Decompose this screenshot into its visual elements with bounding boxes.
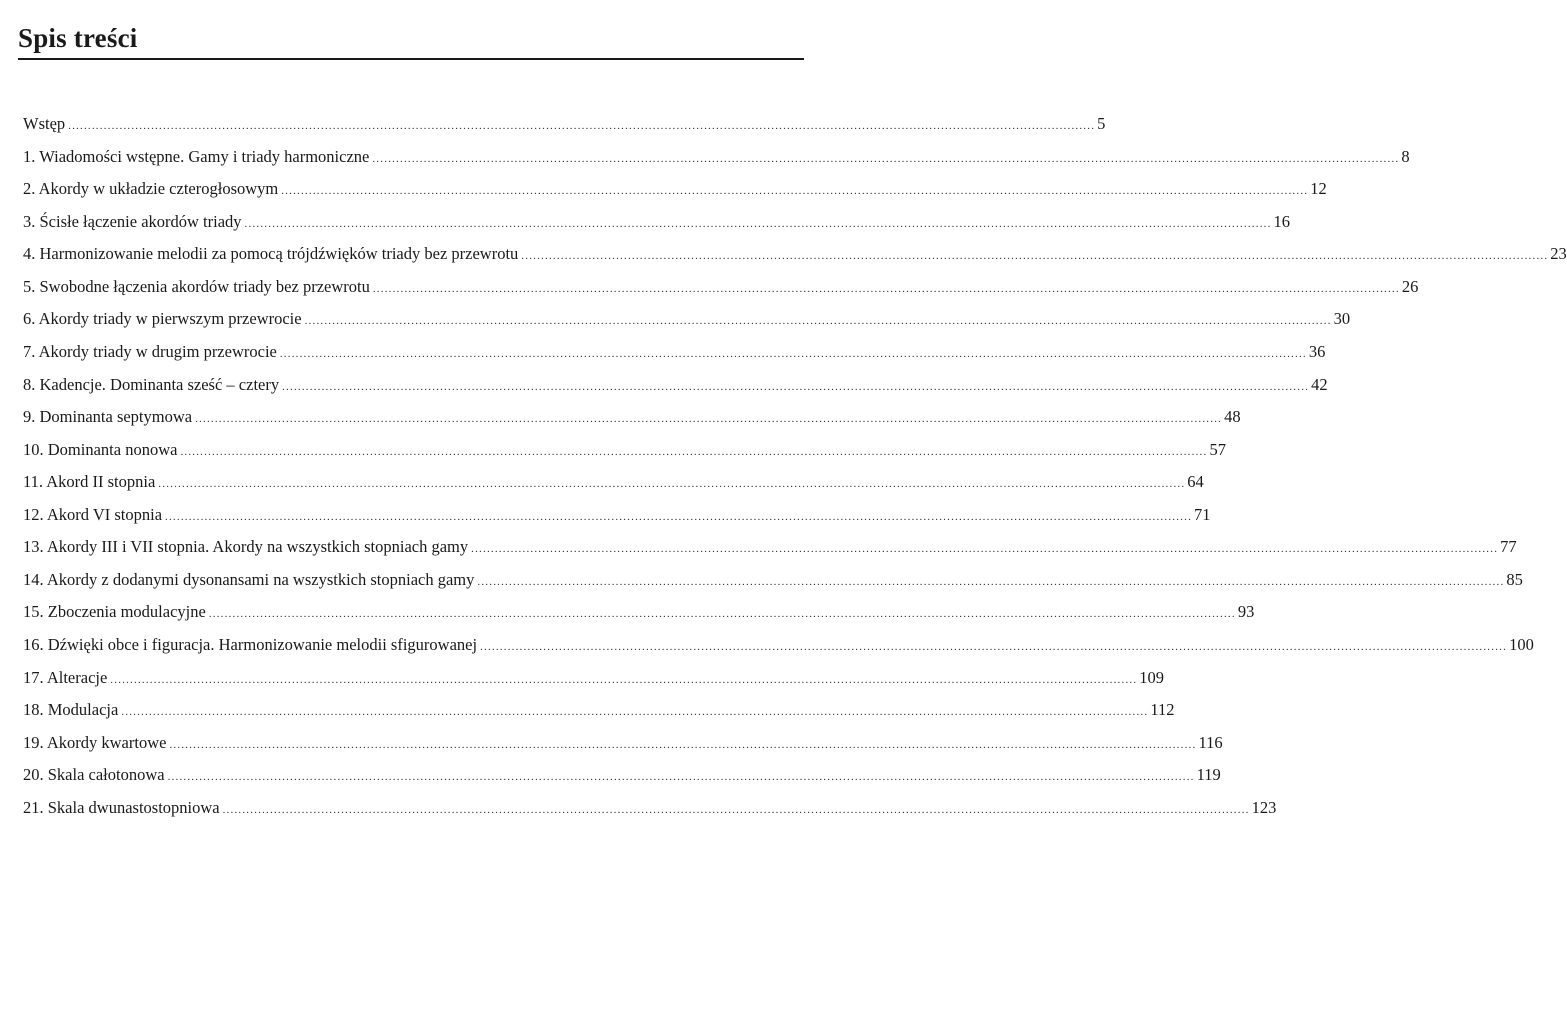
- toc-entry[interactable]: [23, 765, 1221, 798]
- toc-entry-title: 4. Harmonizowanie melodii za pomocą trójdźwięków triady bez przewrotu: [23, 244, 519, 264]
- toc-entry-title: 11. Akord II stopnia: [23, 472, 156, 492]
- toc-entry-title: 8. Kadencje. Dominanta sześć – cztery: [23, 374, 280, 394]
- toc-entry[interactable]: [23, 635, 1534, 668]
- dot-leader: ....................................................................................................................................................................................................................................................................: [282, 380, 1310, 393]
- toc-entry[interactable]: [23, 179, 1327, 212]
- toc-entry-page-number: 116: [1198, 732, 1223, 752]
- dot-leader: ....................................................................................................................................................................................................................................................................: [110, 673, 1138, 686]
- toc-entry[interactable]: [23, 700, 1175, 733]
- toc-entry-title: 21. Skala dwunastostopniowa: [23, 797, 220, 817]
- toc-entry[interactable]: [23, 732, 1223, 766]
- dot-leader: ....................................................................................................................................................................................................................................................................: [68, 120, 1096, 132]
- toc-entry-page-number: 71: [1194, 504, 1211, 524]
- dot-leader: ....................................................................................................................................................................................................................................................................: [195, 413, 1223, 426]
- toc-entry-page-number: 36: [1308, 341, 1326, 361]
- toc-entry[interactable]: [23, 537, 1517, 570]
- toc-entry[interactable]: [23, 146, 1410, 180]
- dot-leader: ....................................................................................................................................................................................................................................................................: [480, 641, 1508, 653]
- toc-entry-title: 10. Dominanta nonowa: [23, 439, 178, 459]
- toc-entry[interactable]: [23, 569, 1523, 603]
- toc-entry-title: 20. Skala całotonowa: [23, 765, 165, 785]
- toc-entry-page-number: 93: [1237, 602, 1255, 622]
- toc-entry-page-number: 30: [1333, 309, 1351, 329]
- toc-entry-page-number: 8: [1401, 146, 1410, 166]
- toc-entry[interactable]: [23, 114, 1106, 147]
- dot-leader: ....................................................................................................................................................................................................................................................................: [477, 575, 1505, 588]
- toc-entry-title: 6. Akordy triady w pierwszym przewrocie: [23, 309, 302, 329]
- toc-entry[interactable]: [23, 341, 1326, 375]
- dot-leader: ....................................................................................................................................................................................................................................................................: [372, 152, 1400, 165]
- toc-entry-page-number: 12: [1310, 179, 1327, 199]
- toc-entry-page-number: 23: [1550, 244, 1567, 264]
- toc-entry[interactable]: [23, 472, 1204, 505]
- toc-entry-title: 17. Alteracje: [23, 667, 108, 687]
- toc-entry-title: 3. Ścisłe łączenie akordów triady: [23, 211, 242, 231]
- dot-leader: ....................................................................................................................................................................................................................................................................: [281, 185, 1309, 198]
- page-title: Spis treści: [18, 23, 138, 53]
- dot-leader: ....................................................................................................................................................................................................................................................................: [158, 478, 1186, 491]
- toc-entry-title: Wstęp: [23, 114, 66, 133]
- toc-entry-title: 14. Akordy z dodanymi dysonansami na wszystkich stopniach gamy: [23, 569, 475, 589]
- toc-entry-page-number: 109: [1139, 667, 1165, 687]
- toc-entry-title: 7. Akordy triady w drugim przewrocie: [23, 341, 277, 361]
- toc-entry-title: 9. Dominanta septymowa: [23, 407, 193, 427]
- dot-leader: ....................................................................................................................................................................................................................................................................: [244, 217, 1272, 230]
- dot-leader: ....................................................................................................................................................................................................................................................................: [169, 738, 1197, 751]
- toc-entry-page-number: 112: [1150, 700, 1175, 720]
- dot-leader: ....................................................................................................................................................................................................................................................................: [180, 445, 1208, 458]
- toc-entry-page-number: 77: [1500, 537, 1517, 557]
- toc-entry[interactable]: [23, 797, 1277, 831]
- toc-entry-title: 13. Akordy III i VII stopnia. Akordy na wszystkich stopniach gamy: [23, 537, 469, 557]
- toc-entry-page-number: 26: [1401, 276, 1419, 296]
- toc-entry-page-number: 57: [1209, 439, 1226, 459]
- dot-leader: ....................................................................................................................................................................................................................................................................: [222, 803, 1250, 816]
- toc-entry-title: 5. Swobodne łączenia akordów triady bez przewrotu: [23, 276, 370, 296]
- toc-entry[interactable]: [23, 211, 1291, 245]
- toc-entry[interactable]: [23, 667, 1165, 701]
- dot-leader: ....................................................................................................................................................................................................................................................................: [165, 510, 1193, 523]
- toc-entry[interactable]: [23, 439, 1226, 473]
- toc-entry-title: 2. Akordy w układzie czterogłosowym: [23, 179, 279, 199]
- toc-entry[interactable]: [23, 309, 1351, 342]
- dot-leader: ....................................................................................................................................................................................................................................................................: [372, 282, 1400, 295]
- toc-entry-title: 1. Wiadomości wstępne. Gamy i triady harmoniczne: [23, 146, 370, 166]
- toc-entry-page-number: 5: [1097, 114, 1106, 133]
- toc-entry-page-number: 64: [1187, 472, 1204, 492]
- toc-entry-page-number: 85: [1506, 569, 1523, 589]
- toc-entry-title: 12. Akord VI stopnia: [23, 504, 163, 524]
- dot-leader: ....................................................................................................................................................................................................................................................................: [208, 608, 1236, 621]
- toc-entry[interactable]: [23, 602, 1255, 635]
- toc-entry[interactable]: [23, 276, 1419, 310]
- toc-entry-title: 15. Zboczenia modulacyjne: [23, 602, 206, 622]
- dot-leader: ....................................................................................................................................................................................................................................................................: [121, 706, 1149, 719]
- toc-entry-page-number: 123: [1251, 797, 1277, 817]
- toc-entry-title: 16. Dźwięki obce i figuracja. Harmonizowanie melodii sfigurowanej: [23, 635, 478, 654]
- toc-entry-page-number: 48: [1224, 407, 1241, 427]
- table-of-contents: [23, 114, 1567, 830]
- title-underline: [18, 58, 804, 60]
- toc-entry-page-number: 42: [1311, 374, 1328, 394]
- dot-leader: ....................................................................................................................................................................................................................................................................: [304, 315, 1332, 328]
- toc-entry[interactable]: [23, 244, 1567, 277]
- toc-entry[interactable]: [23, 407, 1241, 440]
- dot-leader: ....................................................................................................................................................................................................................................................................: [521, 250, 1549, 263]
- toc-entry-title: 18. Modulacja: [23, 700, 119, 720]
- toc-entry-title: 19. Akordy kwartowe: [23, 732, 167, 752]
- dot-leader: ....................................................................................................................................................................................................................................................................: [167, 771, 1195, 784]
- dot-leader: ....................................................................................................................................................................................................................................................................: [279, 347, 1307, 360]
- dot-leader: ....................................................................................................................................................................................................................................................................: [471, 543, 1499, 556]
- toc-entry[interactable]: [23, 374, 1328, 408]
- toc-entry[interactable]: [23, 504, 1211, 538]
- toc-entry-page-number: 100: [1509, 635, 1534, 654]
- toc-entry-page-number: 119: [1196, 765, 1221, 785]
- toc-entry-page-number: 16: [1273, 211, 1291, 231]
